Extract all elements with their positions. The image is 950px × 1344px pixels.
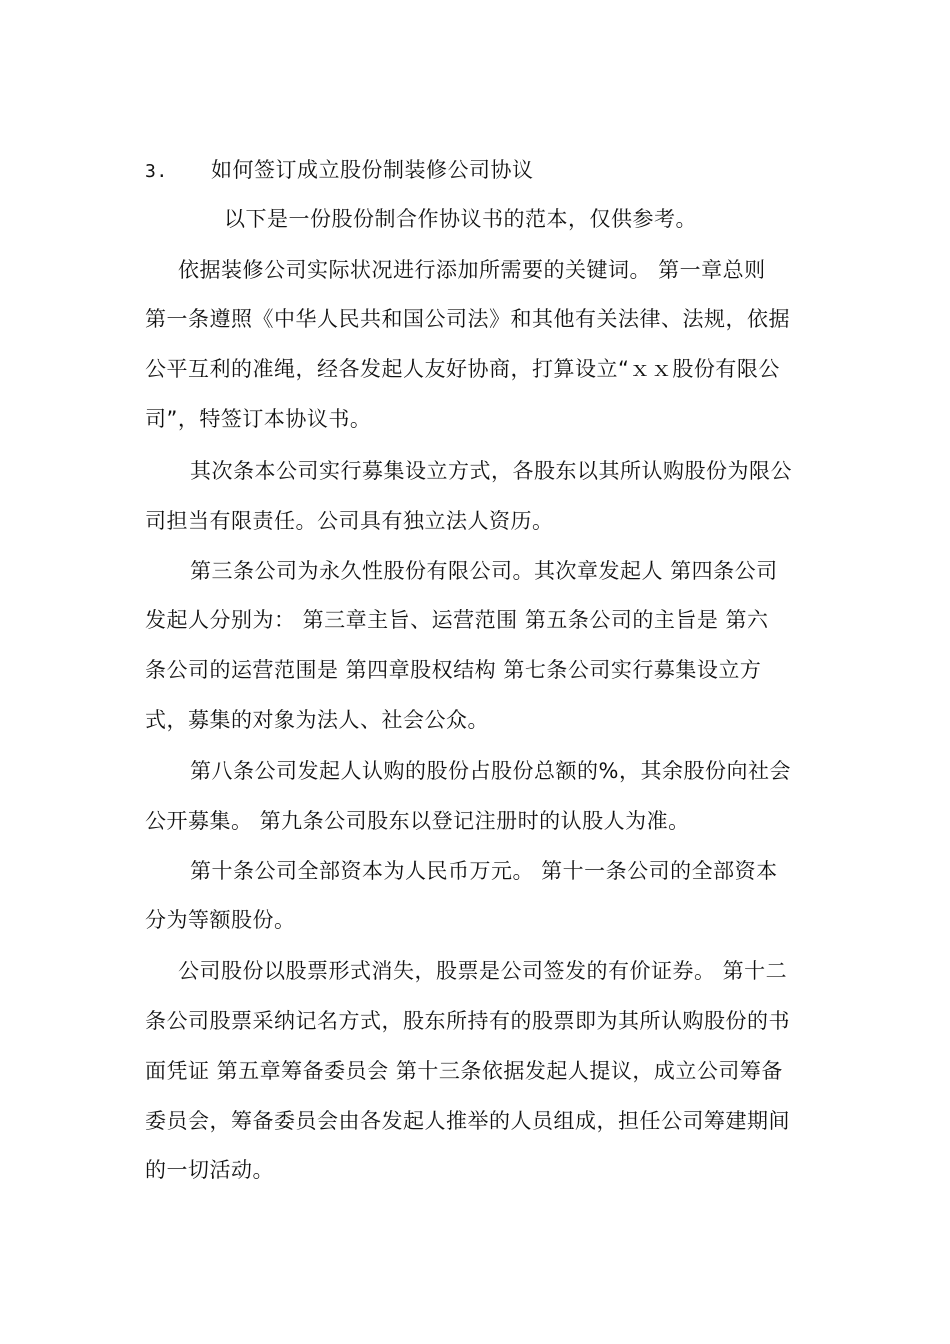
- text-line: 第十条公司全部资本为人民币万元。 第十一条公司的全部资本: [190, 859, 778, 883]
- text-line: 依据装修公司实际状况进行添加所需要的关键词。 第一章总则: [178, 258, 766, 282]
- text-line: 面凭证 第五章筹备委员会 第十三条依据发起人提议，成立公司筹备: [145, 1059, 783, 1083]
- text-line: 司”，特签订本协议书。: [145, 407, 372, 431]
- text-line: 第八条公司发起人认购的股份占股份总额的%，其余股份向社会: [190, 759, 791, 783]
- text-line: 第一条遵照《中华人民共和国公司法》和其他有关法律、法规，依据: [145, 307, 790, 331]
- text-line: 条公司股票采纳记名方式，股东所持有的股票即为其所认购股份的书: [145, 1009, 790, 1033]
- text-line: 条公司的运营范围是 第四章股权结构 第七条公司实行募集设立方: [145, 658, 762, 682]
- text-line: 公平互利的准绳，经各发起人友好协商，打算设立“ｘｘ股份有限公: [145, 357, 780, 381]
- heading-number: 3.: [145, 161, 168, 182]
- intro-line: 以下是一份股份制合作协议书的范本，仅供参考。: [224, 207, 697, 231]
- text-line: 公开募集。 第九条公司股东以登记注册时的认股人为准。: [145, 809, 690, 833]
- text-line: 发起人分别为： 第三章主旨、运营范围 第五条公司的主旨是 第六: [145, 608, 769, 632]
- text-line: 司担当有限责任。公司具有独立法人资历。: [145, 509, 554, 533]
- text-line: 委员会，筹备委员会由各发起人推举的人员组成，担任公司筹建期间: [145, 1109, 790, 1133]
- heading-title: 如何签订成立股份制装修公司协议: [211, 158, 534, 182]
- text-line: 公司股份以股票形式消失，股票是公司签发的有价证券。 第十二: [178, 959, 788, 983]
- text-line: 其次条本公司实行募集设立方式，各股东以其所认购股份为限公: [190, 459, 792, 483]
- text-line: 分为等额股份。: [145, 908, 296, 932]
- text-line: 式，募集的对象为法人、社会公众。: [145, 708, 489, 732]
- text-line: 的一切活动。: [145, 1158, 274, 1182]
- text-line: 第三条公司为永久性股份有限公司。其次章发起人 第四条公司: [190, 559, 778, 583]
